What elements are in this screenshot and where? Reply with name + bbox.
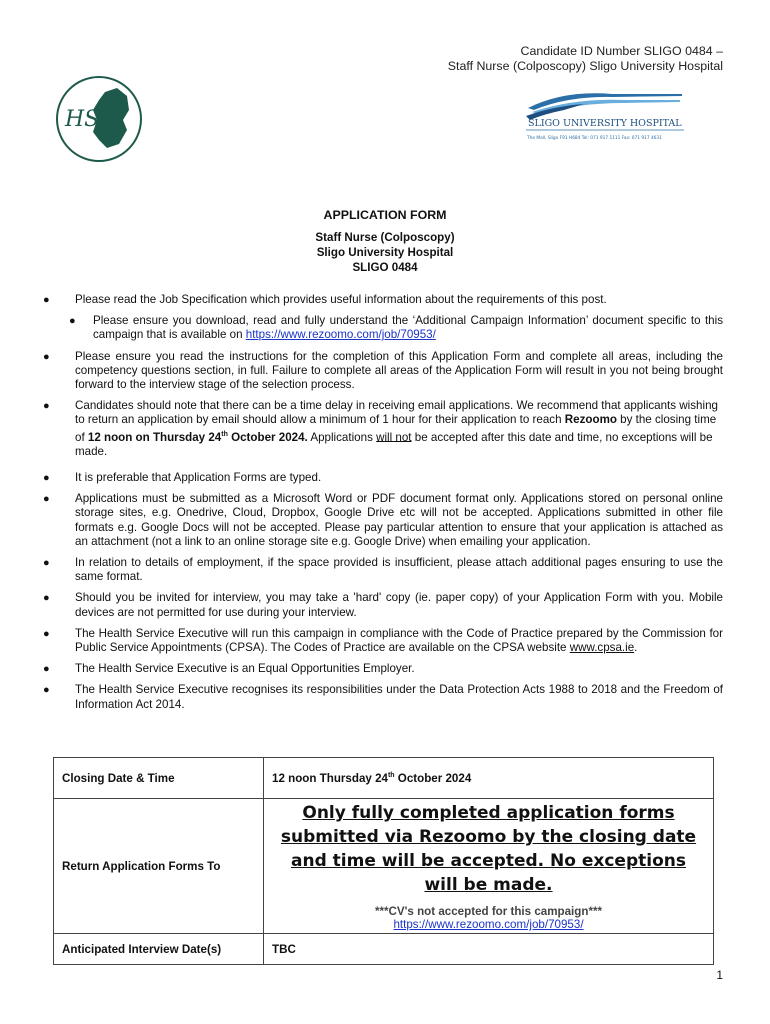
cv-note: ***CV's not accepted for this campaign*** [375,905,602,918]
closing-date-value: 12 noon Thursday 24th October 2024 [264,758,714,799]
candidate-header [448,44,723,74]
candidate-id-line: Candidate ID Number SLIGO 0484 – [520,44,723,58]
list-item: ● Should you be invited for interview, you may take a 'hard' copy (ie. paper copy) of your Application Form with you. Mobile devices are not permitted for use during your interview. [43,591,723,619]
bullet-icon: ● [69,315,76,328]
bullet-icon: ● [43,400,50,413]
cpsa-link[interactable]: www.cpsa.ie [569,640,635,654]
closing-date-label: Closing Date & Time [54,758,264,799]
hospital-logo-name: SLIGO UNIVERSITY HOSPITAL [528,118,682,129]
return-link[interactable]: https://www.rezoomo.com/job/70953/ [393,918,584,931]
bullet-icon: ● [43,493,50,506]
instructions-list [0,293,770,719]
bullet-icon: ● [43,684,50,697]
rezoomo-link[interactable]: https://www.rezoomo.com/job/70953/ [245,328,436,342]
list-item: ● In relation to details of employment, if the space provided is insufficient, please attach additional pages ensuring to use the same format. [43,555,723,584]
bullet-icon: ● [43,592,50,605]
list-item: ● Applications must be submitted as a Microsoft Word or PDF document format only. Applications stored on personal online storage sites, e.g. Onedrive, Cloud, Dropbox, Google Drive etc will not be accepted. Applications submitted in other file formats e.g. Google Docs will not be accepted. Please pay particular attention to ensure that your application is attached as an attachment (not a link to an online storage site e.g. Google Drive) when emailing your application. [43,492,723,548]
bullet-icon: ● [43,350,50,363]
submission-info-table [53,757,714,965]
list-item: ● Please read the Job Specification which provides useful information about the requirements of this post. [43,293,607,306]
bullet-icon: ● [43,294,50,306]
table-row [54,799,714,934]
list-item: ● The Health Service Executive recognises its responsibilities under the Data Protection Acts 1988 to 2018 and the Freedom of Information Act 2014. [43,683,723,711]
title-post: Staff Nurse (Colposcopy) [315,231,455,244]
completion-notice: Only fully completed application forms submitted via Rezoomo by the closing date and time will be accepted. No exceptions will be made. [280,803,697,895]
list-item: ● Please ensure you download, read and fully understand the ‘Additional Campaign Information’ document specific to this campaign that is available on https://www.rezoomo.com/job/70953/ [69,314,723,342]
bullet-icon: ● [43,471,50,484]
title-hospital: Sligo University Hospital [316,246,454,259]
interview-date-label: Anticipated Interview Date(s) [54,934,264,965]
title-code: SLIGO 0484 [352,261,418,274]
return-forms-label: Return Application Forms To [54,799,264,934]
list-item: ● The Health Service Executive is an Equal Opportunities Employer. [43,662,415,676]
application-form-title: APPLICATION FORM [323,208,447,222]
hospital-logo [524,88,686,144]
list-item: ● It is preferable that Application Forms are typed. [43,470,322,484]
hospital-logo-contact: The Mall, Sligo F91 H684 Tel: 071 917 1111 Fax: 071 917 4631 [527,136,662,141]
return-forms-value [264,799,714,934]
table-row [54,758,714,799]
list-item: ● Candidates should note that there can be a time delay in receiving email applications. We recommend that applicants wishing to return an application by email should allow a minimum of 1 hour for their application to reach Rezoomo by the closing time of 12 noon on Thursday 24th October 2024. Applications will not be accepted after this date and time, no exceptions will be made. [43,399,718,458]
interview-date-value: TBC [264,934,714,965]
hse-logo-text: HSE [65,107,116,132]
bullet-icon: ● [43,556,50,569]
list-item: ● Please ensure you read the instructions for the completion of this Application Form and complete all areas, including the competency questions section, in full. Failure to complete all areas of the Application Form will result in you not being brought forward to the interview stage of the selection process. [43,349,723,392]
page-number: 1 [716,968,723,982]
table-row [54,934,714,965]
post-line: Staff Nurse (Colposcopy) Sligo University Hospital [447,59,723,73]
bullet-icon: ● [43,663,50,676]
hse-logo [53,74,147,164]
bullet-icon: ● [43,627,50,640]
list-item: ● The Health Service Executive will run this campaign in compliance with the Code of Practice prepared by the Commission for Public Service Appointments (CPSA). The Codes of Practice are available on the CPSA website www.cpsa.ie. [43,626,723,654]
